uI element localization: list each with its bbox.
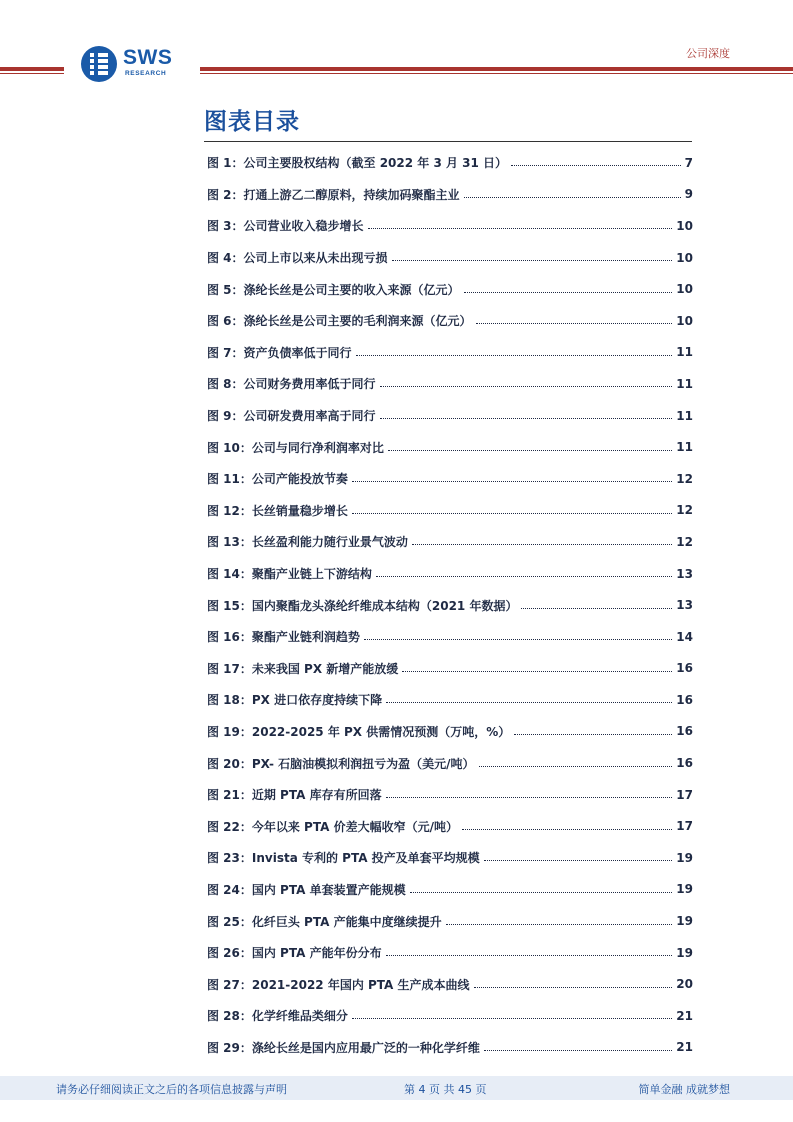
- toc-leader-dots: [380, 418, 673, 419]
- toc-leader-dots: [412, 544, 672, 545]
- toc-entry-page: 11: [676, 408, 693, 423]
- toc-entry-page: 19: [676, 882, 693, 897]
- company-logo: [80, 44, 182, 84]
- toc-leader-dots: [464, 197, 681, 198]
- toc-entry-label: 图 13：长丝盈利能力随行业景气波动: [207, 535, 408, 550]
- toc-entry-label: 图 10：公司与同行净利润率对比: [207, 440, 384, 455]
- toc-entry-label: 图 3：公司营业收入稳步增长: [207, 219, 364, 234]
- toc-entry-label: 图 27：2021-2022 年国内 PTA 生产成本曲线: [207, 977, 470, 992]
- report-type-label: 公司深度: [686, 47, 730, 60]
- toc-entry-page: 11: [676, 440, 693, 455]
- toc-entry-label: 图 21：近期 PTA 库存有所回落: [207, 788, 382, 803]
- toc-entry-label: 图 16：聚酯产业链利润趋势: [207, 630, 360, 645]
- toc-entry[interactable]: [207, 147, 693, 179]
- toc-leader-dots: [402, 671, 672, 672]
- toc-entry-page: 21: [676, 1008, 693, 1023]
- toc-entry-page: 11: [676, 345, 693, 360]
- toc-entry-page: 19: [676, 914, 693, 929]
- logo-emblem-icon: [80, 44, 120, 84]
- toc-entry[interactable]: [207, 905, 693, 937]
- toc-entry-label: 图 14：聚酯产业链上下游结构: [207, 567, 372, 582]
- toc-entry-label: 图 29：涤纶长丝是国内应用最广泛的一种化学纤维: [207, 1040, 480, 1055]
- header-rule-right-thin: [200, 73, 793, 74]
- toc-entry-page: 10: [676, 313, 693, 328]
- toc-leader-dots: [476, 323, 673, 324]
- toc-entry[interactable]: [207, 968, 693, 1000]
- header-rule-left: [0, 67, 64, 71]
- toc-leader-dots: [484, 860, 673, 861]
- toc-leader-dots: [352, 481, 672, 482]
- toc-entry-page: 12: [676, 471, 693, 486]
- toc-entry[interactable]: [207, 842, 693, 874]
- toc-entry[interactable]: [207, 210, 693, 242]
- toc-entry-label: 图 23：Invista 专利的 PTA 投产及单套平均规模: [207, 851, 480, 866]
- toc-entry-page: 16: [676, 661, 693, 676]
- toc-entry-label: 图 12：长丝销量稳步增长: [207, 503, 348, 518]
- toc-entry-page: 21: [676, 1040, 693, 1055]
- toc-leader-dots: [352, 513, 672, 514]
- toc-leader-dots: [474, 987, 673, 988]
- toc-entry[interactable]: [207, 716, 693, 748]
- toc-entry-page: 13: [676, 566, 693, 581]
- toc-entry-label: 图 26：国内 PTA 产能年份分布: [207, 946, 382, 961]
- toc-title: 图表目录: [204, 109, 300, 135]
- toc-entry-label: 图 2：打通上游乙二醇原料，持续加码聚酯主业: [207, 187, 460, 202]
- toc-entry-page: 20: [676, 977, 693, 992]
- toc-entry[interactable]: [207, 589, 693, 621]
- toc-leader-dots: [352, 1018, 672, 1019]
- toc-title-underline: [204, 141, 692, 142]
- toc-entry-page: 17: [676, 787, 693, 802]
- toc-leader-dots: [462, 829, 672, 830]
- toc-entry-page: 16: [676, 756, 693, 771]
- toc-entry[interactable]: [207, 305, 693, 337]
- toc-leader-dots: [386, 955, 673, 956]
- toc-leader-dots: [368, 228, 673, 229]
- toc-entry-page: 19: [676, 850, 693, 865]
- toc-leader-dots: [446, 924, 673, 925]
- toc-leader-dots: [484, 1050, 672, 1051]
- toc-entry[interactable]: [207, 368, 693, 400]
- toc-entry-label: 图 8：公司财务费用率低于同行: [207, 377, 376, 392]
- toc-entry-page: 7: [684, 155, 693, 170]
- toc-entry[interactable]: [207, 621, 693, 653]
- toc-entry-label: 图 4：公司上市以来从未出现亏损: [207, 251, 388, 266]
- toc-entry[interactable]: [207, 463, 693, 495]
- toc-entry[interactable]: [207, 431, 693, 463]
- toc-entry-label: 图 17：未来我国 PX 新增产能放缓: [207, 661, 399, 676]
- toc-leader-dots: [388, 450, 672, 451]
- toc-entry-label: 图 1：公司主要股权结构（截至 2022 年 3 月 31 日）: [207, 156, 508, 171]
- toc-leader-dots: [521, 608, 672, 609]
- toc-entry-label: 图 25：化纤巨头 PTA 产能集中度继续提升: [207, 914, 442, 929]
- toc-entry[interactable]: [207, 337, 693, 369]
- toc-entry-page: 12: [676, 503, 693, 518]
- toc-entry-page: 17: [676, 819, 693, 834]
- toc-entry-page: 16: [676, 692, 693, 707]
- toc-entry[interactable]: [207, 495, 693, 527]
- toc-leader-dots: [356, 355, 673, 356]
- toc-entry-page: 19: [676, 945, 693, 960]
- toc-entry[interactable]: [207, 684, 693, 716]
- toc-entry-label: 图 20：PX- 石脑油模拟利润扭亏为盈（美元/吨）: [207, 756, 475, 771]
- toc-entry-page: 11: [676, 376, 693, 391]
- toc-leader-dots: [380, 386, 673, 387]
- toc-entry[interactable]: [207, 874, 693, 906]
- toc-entry-page: 10: [676, 218, 693, 233]
- toc-entry-page: 12: [676, 534, 693, 549]
- toc-entry-page: 9: [684, 187, 693, 202]
- toc-leader-dots: [479, 766, 673, 767]
- logo-subtext: RESEARCH: [125, 70, 167, 77]
- toc-entry-page: 13: [676, 598, 693, 613]
- toc-entry-label: 图 5：涤纶长丝是公司主要的收入来源（亿元）: [207, 282, 460, 297]
- toc-entry[interactable]: [207, 937, 693, 969]
- footer-page-number: 第 4 页 共 45 页: [404, 1083, 487, 1096]
- toc-entry[interactable]: [207, 653, 693, 685]
- toc-entry[interactable]: [207, 242, 693, 274]
- toc-entry[interactable]: [207, 747, 693, 779]
- toc-entry-label: 图 11：公司产能投放节奏: [207, 472, 348, 487]
- toc-entry-page: 10: [676, 250, 693, 265]
- toc-leader-dots: [410, 892, 673, 893]
- toc-leader-dots: [386, 797, 673, 798]
- toc-entry[interactable]: [207, 400, 693, 432]
- toc-entry-label: 图 15：国内聚酯龙头涤纶纤维成本结构（2021 年数据）: [207, 598, 518, 613]
- toc-leader-dots: [511, 165, 681, 166]
- toc-entry-label: 图 18：PX 进口依存度持续下降: [207, 693, 383, 708]
- toc-leader-dots: [376, 576, 672, 577]
- toc-entry-label: 图 22：今年以来 PTA 价差大幅收窄（元/吨）: [207, 819, 458, 834]
- toc-entry-page: 14: [676, 629, 693, 644]
- toc-entry-page: 10: [676, 282, 693, 297]
- figure-list: [207, 147, 693, 1063]
- logo-text: SWS: [123, 46, 173, 69]
- toc-entry[interactable]: [207, 179, 693, 211]
- header-rule-left-thin: [0, 73, 64, 74]
- toc-entry[interactable]: [207, 1000, 693, 1032]
- toc-leader-dots: [514, 734, 672, 735]
- toc-leader-dots: [392, 260, 673, 261]
- toc-entry-label: 图 7：资产负债率低于同行: [207, 345, 352, 360]
- toc-leader-dots: [364, 639, 672, 640]
- footer: [0, 1076, 793, 1100]
- footer-disclaimer: 请务必仔细阅读正文之后的各项信息披露与声明: [56, 1083, 287, 1096]
- toc-entry[interactable]: [207, 1032, 693, 1064]
- toc-leader-dots: [464, 292, 673, 293]
- toc-entry[interactable]: [207, 558, 693, 590]
- toc-entry[interactable]: [207, 273, 693, 305]
- toc-entry[interactable]: [207, 526, 693, 558]
- toc-entry-page: 16: [676, 724, 693, 739]
- toc-entry-label: 图 19：2022-2025 年 PX 供需情况预测（万吨，%）: [207, 724, 511, 739]
- toc-entry[interactable]: [207, 810, 693, 842]
- toc-entry-label: 图 24：国内 PTA 单套装置产能规模: [207, 882, 406, 897]
- toc-entry-label: 图 28：化学纤维品类细分: [207, 1009, 348, 1024]
- toc-entry-label: 图 6：涤纶长丝是公司主要的毛利润来源（亿元）: [207, 314, 472, 329]
- footer-slogan: 简单金融 成就梦想: [638, 1083, 730, 1096]
- toc-leader-dots: [386, 702, 672, 703]
- toc-entry[interactable]: [207, 779, 693, 811]
- toc-entry-label: 图 9：公司研发费用率高于同行: [207, 409, 376, 424]
- header-rule-right: [200, 67, 793, 71]
